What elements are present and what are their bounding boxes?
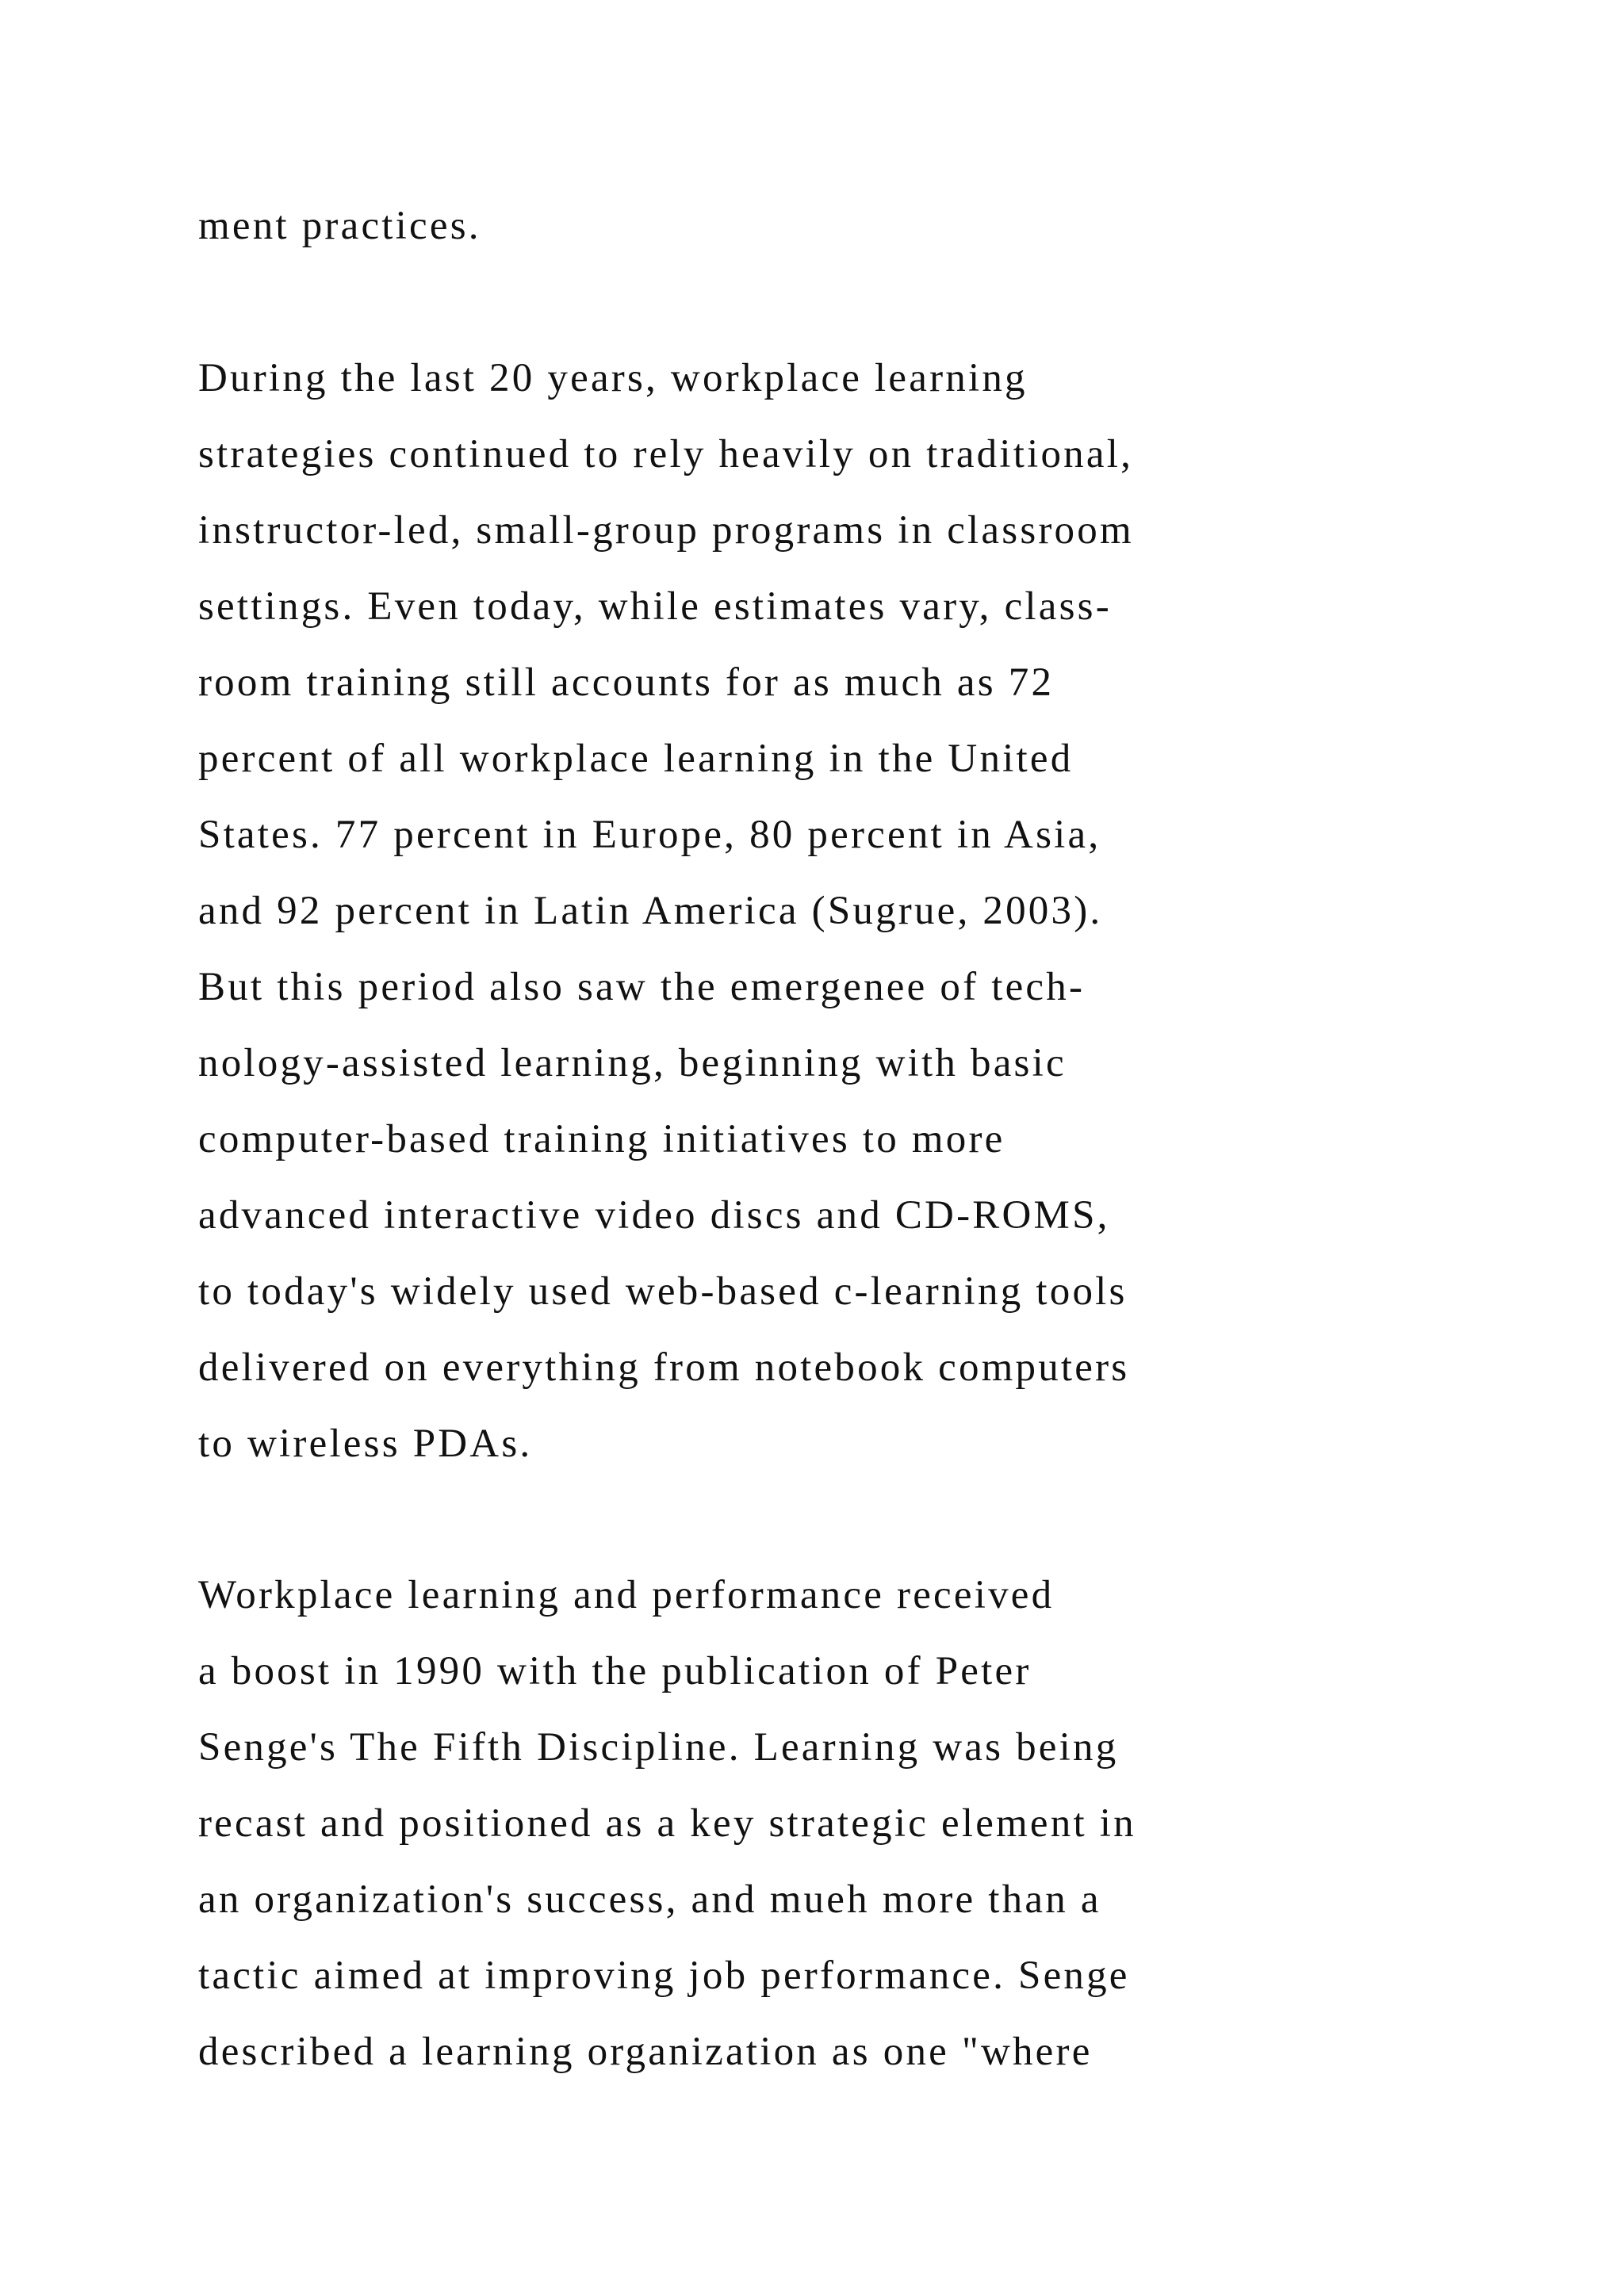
text-line: a boost in 1990 with the publication of Peter <box>198 1649 1032 1693</box>
text-line: delivered on everything from notebook computers <box>198 1345 1130 1390</box>
text-line: an organization's success, and mueh more than a <box>198 1877 1101 1922</box>
text-line: Workplace learning and performance received <box>198 1573 1055 1617</box>
text-line: instructor-led, small-group programs in classroom <box>198 508 1134 553</box>
text-line: But this period also saw the emergenee of tech- <box>198 965 1086 1009</box>
text-line: room training still accounts for as much as 72 <box>198 660 1055 705</box>
text-line: settings. Even today, while estimates vary, class- <box>198 584 1112 629</box>
text-line: advanced interactive video discs and CD-ROMS, <box>198 1193 1110 1238</box>
text-line: percent of all workplace learning in the United <box>198 737 1074 781</box>
text-line: computer-based training initiatives to more <box>198 1117 1005 1161</box>
paragraph-3 <box>198 1557 1507 2090</box>
text-line: ment practices. <box>198 204 481 248</box>
text-line: recast and positioned as a key strategic element in <box>198 1801 1136 1846</box>
paragraph-2 <box>198 340 1507 1482</box>
text-line: tactic aimed at improving job performance. Senge <box>198 1954 1130 1998</box>
text-line: strategies continued to rely heavily on traditional, <box>198 432 1134 476</box>
text-line: to today's widely used web-based c-learning tools <box>198 1269 1128 1314</box>
paragraph-1 <box>198 188 1507 264</box>
text-line: During the last 20 years, workplace learning <box>198 356 1028 400</box>
text-line: nology-assisted learning, beginning with basic <box>198 1041 1067 1085</box>
text-line: described a learning organization as one "where <box>198 2030 1093 2074</box>
text-line: States. 77 percent in Europe, 80 percent in Asia, <box>198 813 1101 857</box>
text-line: and 92 percent in Latin America (Sugrue, 2003). <box>198 889 1103 933</box>
text-line: to wireless PDAs. <box>198 1422 533 1466</box>
text-line: Senge's The Fifth Discipline. Learning was being <box>198 1725 1119 1770</box>
